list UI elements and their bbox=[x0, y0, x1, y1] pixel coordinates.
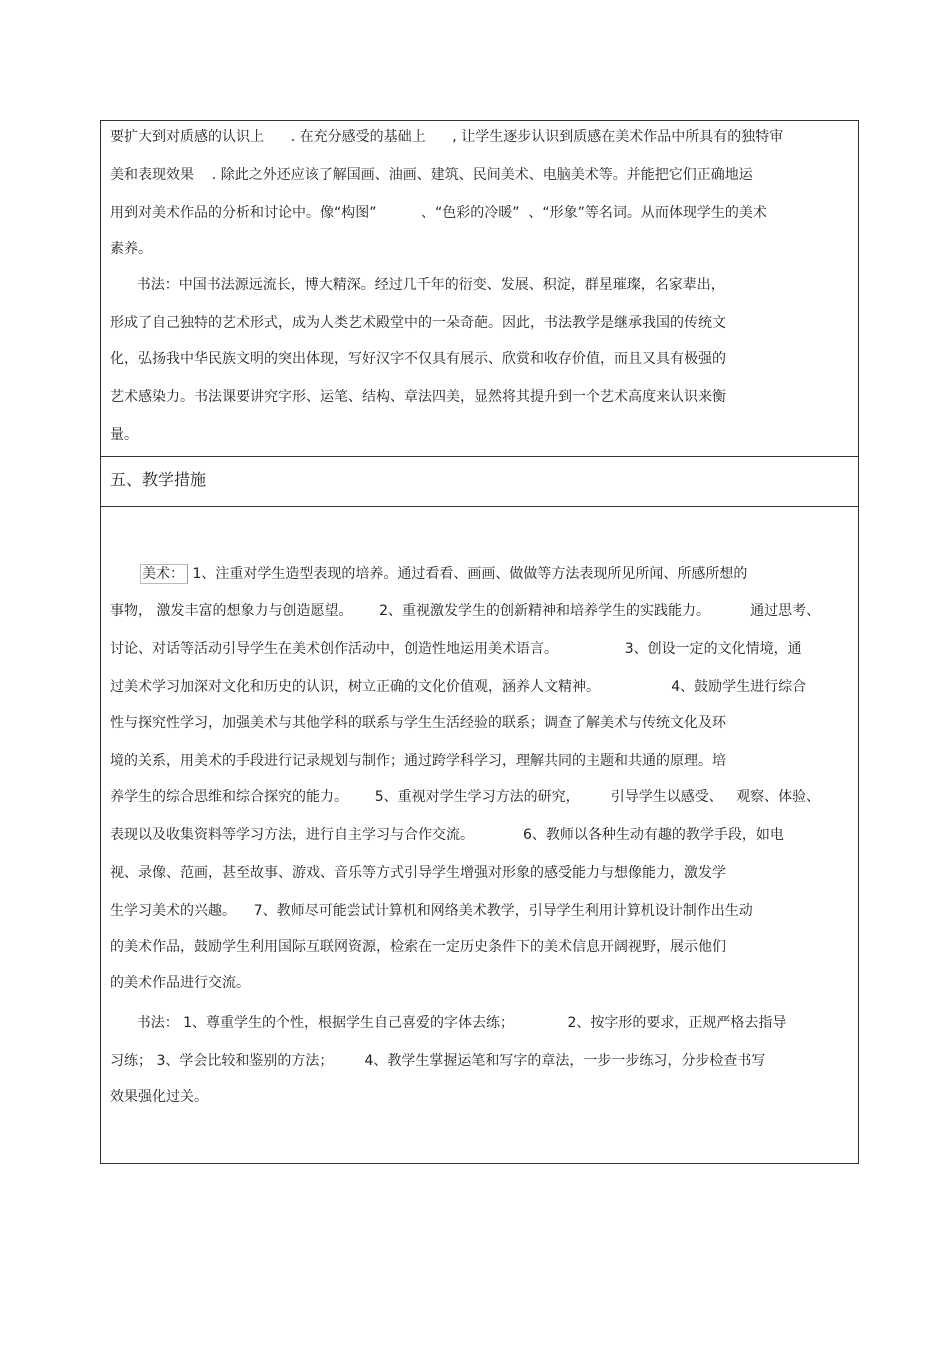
text-line: 讨论、对话等活动引导学生在美术创作活动中，创造性地运用美术语言。 3、创设一定的文化情境，通 bbox=[110, 641, 802, 657]
section-five-title: 五、教学措施 bbox=[110, 470, 207, 489]
text-line: 效果强化过关。 bbox=[110, 1089, 208, 1105]
text-line: 事物， 激发丰富的想象力与创造愿望。 2、重视激发学生的创新精神和培养学生的实践能力。 通过思考、 bbox=[110, 603, 821, 619]
text-line: 要扩大到对质感的认识上 . 在充分感受的基础上 , 让学生逐步认识到质感在美术作品中所具有的独特审 bbox=[110, 129, 784, 145]
text-line: 素养。 bbox=[110, 241, 152, 257]
text-line: 生学习美术的兴趣。 7、教师尽可能尝试计算机和网络美术教学，引导学生利用计算机设计制作出生动 bbox=[110, 903, 753, 919]
text-line: 书法：中国书法源远流长，博大精深。经过几千年的衍变、发展、积淀，群星璀璨，名家辈出， bbox=[110, 277, 725, 293]
text-line: 用到对美术作品的分析和讨论中。像“构图” 、“色彩的冷暖” 、“形象”等名词。从而体现学生的美术 bbox=[110, 205, 767, 221]
text-line: 过美术学习加深对文化和历史的认识，树立正确的文化价值观，涵养人文精神。 4、鼓励学生进行综合 bbox=[110, 679, 807, 695]
text-line: 的美术作品，鼓励学生利用国际互联网资源，检索在一定历史条件下的美术信息开阔视野，展示他们 bbox=[110, 939, 726, 955]
text-line: 的美术作品进行交流。 bbox=[110, 975, 250, 991]
art-first-line bbox=[142, 564, 747, 584]
text-line: 养学生的综合思维和综合探究的能力。 5、重视对学生学习方法的研究， 引导学生以感受、 观察、体验、 bbox=[110, 789, 821, 805]
text-line: 书法： 1、尊重学生的个性，根据学生自己喜爱的字体去练； 2、按字形的要求，正规严格去指导 bbox=[110, 1015, 787, 1031]
text-line: 形成了自己独特的艺术形式，成为人类艺术殿堂中的一朵奇葩。因此，书法教学是继承我国的传统文 bbox=[110, 315, 726, 331]
plan-table bbox=[100, 120, 859, 1164]
text-line: 境的关系，用美术的手段进行记录规划与制作；通过跨学科学习，理解共同的主题和共通的原理。培 bbox=[110, 753, 726, 769]
text-line: 性与探究性学习，加强美术与其他学科的联系与学生生活经验的联系；调查了解美术与传统文化及环 bbox=[110, 715, 726, 731]
text-line: 习练； 3、学会比较和鉴别的方法； 4、教学生掌握运笔和写字的章法，一步一步练习，分步检查书写 bbox=[110, 1053, 766, 1069]
text-line: 量。 bbox=[110, 427, 138, 443]
text-line: 表现以及收集资料等学习方法，进行自主学习与合作交流。 6、教师以各种生动有趣的教学手段，如电 bbox=[110, 827, 784, 843]
text-line: 视、录像、范画，甚至故事、游戏、音乐等方式引导学生增强对形象的感受能力与想像能力，激发学 bbox=[110, 865, 726, 881]
text-line: 1、注重对学生造型表现的培养。通过看看、画画、做做等方法表现所见所闻、所感所想的 bbox=[188, 566, 748, 582]
text-line: 化，弘扬我中华民族文明的突出体现，写好汉字不仅具有展示、欣赏和收存价值，而且又具有极强的 bbox=[110, 351, 726, 367]
art-label: 美术： bbox=[140, 564, 188, 584]
row-divider bbox=[101, 506, 858, 507]
row-divider bbox=[101, 456, 858, 457]
text-line: 艺术感染力。书法课要讲究字形、运笔、结构、章法四美，显然将其提升到一个艺术高度来认识来衡 bbox=[110, 389, 726, 405]
text-line: 美和表现效果 . 除此之外还应该了解国画、油画、建筑、民间美术、电脑美术等。并能把它们正确地运 bbox=[110, 167, 753, 183]
